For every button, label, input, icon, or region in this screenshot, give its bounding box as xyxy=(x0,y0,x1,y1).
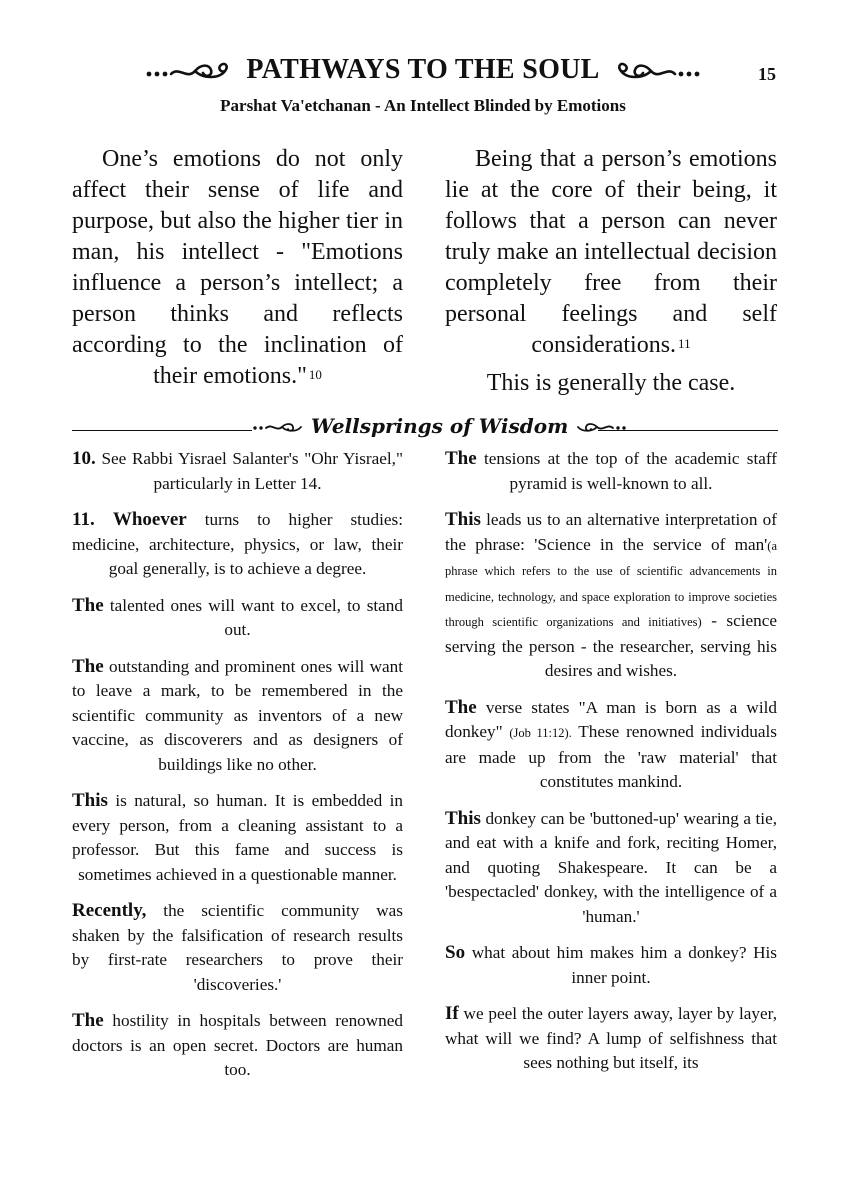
footnote-text: These renowned individuals are made up from the 'raw material' that constitutes mankind. xyxy=(445,722,777,791)
footnote-paragraph xyxy=(72,655,403,778)
footnote-lead: So xyxy=(445,942,466,963)
footnote-lead: This xyxy=(445,807,481,829)
footnote-paragraph xyxy=(445,508,777,684)
right-flourish-icon xyxy=(613,59,701,81)
main-text-left-column xyxy=(72,144,403,392)
footnote-lead: If xyxy=(445,1003,459,1024)
footnote-lead: The xyxy=(72,1010,104,1031)
footnote-text: turns to higher studies: medicine, architecture, physics, or law, their goal generally, is to achieve a degree. xyxy=(72,510,403,578)
footnote-paragraph xyxy=(445,1002,777,1076)
footnotes-right-column xyxy=(445,447,777,1088)
main-text-right-column xyxy=(445,144,777,399)
footnote-paragraph xyxy=(72,899,403,997)
chapter-subtitle: Parshat Va'etchanan - An Intellect Blinded by Emotions xyxy=(220,96,626,115)
running-header xyxy=(0,52,846,88)
footnote-text: leads us to an alternative interpretation of the phrase: 'Science in the service of man' xyxy=(445,510,777,554)
footnote-text: what about him makes him a donkey? His inner point. xyxy=(465,943,777,987)
paragraph-text: This is generally the case. xyxy=(486,370,736,396)
section-divider xyxy=(72,414,778,446)
verse-reference: (Job 11:12). xyxy=(509,726,572,740)
footnote-lead: The xyxy=(72,594,104,616)
footnote-text: See Rabbi Yisrael Salanter's "Ohr Yisrael," particularly in Letter 14. xyxy=(95,449,403,493)
footnote-text: - science serving the person - the researcher, serving his desires and wishes. xyxy=(445,611,778,680)
book-title: PATHWAYS TO THE SOUL xyxy=(246,53,600,85)
header-title-row xyxy=(0,52,846,86)
footnote-text: hostility in hospitals between renowned doctors is an open secret. Doctors are human too. xyxy=(72,1011,403,1079)
footnote-text: verse states "A man is born as a wild donkey" xyxy=(445,697,777,741)
footnote-paragraph xyxy=(72,789,403,887)
main-paragraph xyxy=(445,368,777,399)
footnote-paragraph xyxy=(445,941,777,990)
footnote-text: talented ones will want to excel, to stand out. xyxy=(103,595,403,639)
footnote-ref: 10 xyxy=(308,367,322,382)
footnote-text: is natural, so human. It is embedded in every person, from a cleaning assistant to a professor. But this fame and success is sometimes achieved in a questionable manner. xyxy=(72,791,403,884)
footnote-paragraph xyxy=(72,508,403,582)
page-number: 15 xyxy=(758,64,776,84)
footnotes-left-column xyxy=(72,447,403,1095)
divider-line xyxy=(72,430,252,431)
footnote-lead: The xyxy=(445,448,477,469)
parenthetical-note: (a phrase which refers to the use of scientific advancements in medicine, technology, and space exploration to improve societies through scientific organizations and initiatives) xyxy=(445,538,777,629)
footnote-lead: The xyxy=(72,655,104,677)
divider-label: Wellsprings of Wisdom xyxy=(311,414,569,438)
left-flourish-icon xyxy=(145,59,233,81)
footnote-paragraph xyxy=(72,1009,403,1083)
main-paragraph xyxy=(72,144,403,392)
footnote-lead: This xyxy=(445,509,481,530)
footnote-paragraph xyxy=(72,447,403,496)
footnote-paragraph xyxy=(445,807,777,930)
paragraph-text: Being that a person’s emotions lie at the core of their being, it follows that a person can never truly make an intellectual decision completely free from their personal feelings and self considerations. xyxy=(445,146,777,358)
footnote-lead: 10. xyxy=(72,448,96,469)
divider-line xyxy=(598,430,778,431)
footnote-paragraph xyxy=(72,594,403,643)
footnote-text: the scientific community was shaken by the falsification of research results by first-rate researchers to prove their 'discoveries.' xyxy=(72,901,403,994)
footnote-text: we peel the outer layers away, layer by layer, what will we find? A lump of selfishness that sees nothing but itself, its xyxy=(445,1004,777,1072)
footnote-text: tensions at the top of the academic staff pyramid is well-known to all. xyxy=(476,449,777,493)
footnote-paragraph xyxy=(445,696,777,795)
footnote-ref: 11 xyxy=(678,336,691,351)
paragraph-text: One’s emotions do not only affect their sense of life and purpose, but also the higher tier in man, his intellect - "Emotions influence a person’s intellect; a person thinks and reflects according to the inclination of their emotions." xyxy=(72,146,403,389)
footnote-text: donkey can be 'buttoned-up' wearing a tie, and eat with a knife and fork, reciting Homer, and quoting Shakespeare. It can be a 'bespectacled' donkey, with the intelligence of a 'human.' xyxy=(445,808,777,926)
divider-label-group xyxy=(252,414,598,438)
divider-flourish-icon xyxy=(252,419,304,433)
main-paragraph xyxy=(445,144,777,361)
footnote-lead: 11. Whoever xyxy=(72,509,187,530)
footnote-text: outstanding and prominent ones will want to leave a mark, to be remembered in the scientific community as inventors of a new vaccine, as discoverers and as designers of buildings like no other. xyxy=(72,656,403,774)
footnote-lead: The xyxy=(445,696,477,718)
footnote-lead: Recently, xyxy=(72,900,147,921)
footnote-lead: This xyxy=(72,790,108,811)
footnote-paragraph xyxy=(445,447,777,496)
